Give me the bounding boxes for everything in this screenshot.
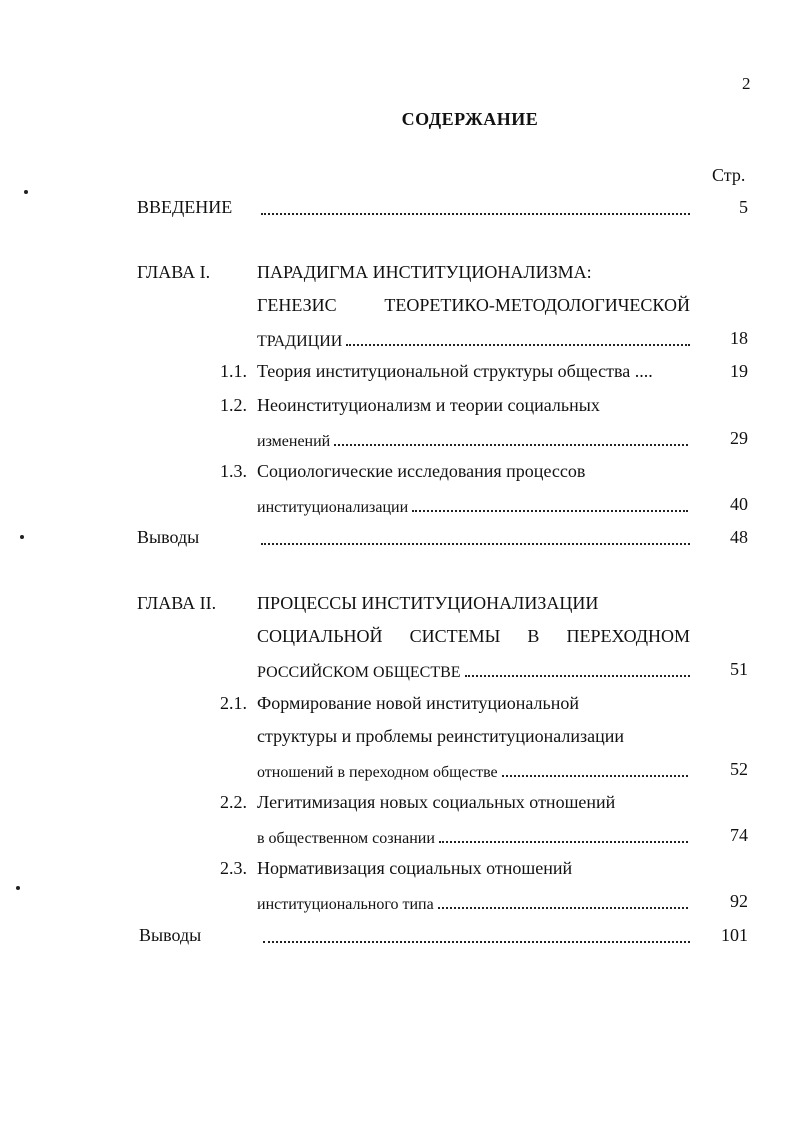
toc-ch2-word: СИСТЕМЫ bbox=[409, 626, 501, 646]
toc-page-conclusions-2: 101 bbox=[721, 925, 748, 945]
toc-num-1-2: 1.2. bbox=[220, 395, 247, 415]
toc-num-1-3: 1.3. bbox=[220, 461, 247, 481]
toc-s21-line3-text: отношений в переходном обществе bbox=[257, 764, 498, 781]
toc-ch1-word: ГЕНЕЗИС bbox=[257, 295, 337, 315]
toc-page-ch2: 51 bbox=[730, 659, 748, 679]
toc-s12-line2 bbox=[257, 427, 688, 451]
toc-page-conclusions-1: 48 bbox=[730, 527, 748, 547]
toc-page-s13: 40 bbox=[730, 494, 748, 514]
toc-ch1-line3-text: ТРАДИЦИИ bbox=[257, 333, 343, 350]
toc-ch1-line1: ПАРАДИГМА ИНСТИТУЦИОНАЛИЗМА: bbox=[257, 262, 592, 282]
toc-s22-line2-text: в общественном сознании bbox=[257, 830, 435, 847]
toc-ch1-line3 bbox=[257, 327, 690, 351]
toc-leader-intro bbox=[257, 196, 690, 220]
toc-label-conclusions-2: Выводы bbox=[139, 925, 202, 945]
toc-ch2-line3-text: РОССИЙСКОМ ОБЩЕСТВЕ bbox=[257, 664, 461, 681]
toc-ch2-word: ПЕРЕХОДНОМ bbox=[566, 626, 690, 646]
toc-s21-line1: Формирование новой институциональной bbox=[257, 693, 580, 713]
toc-label-intro: ВВЕДЕНИЕ bbox=[137, 197, 233, 217]
toc-label-ch2: ГЛАВА II. bbox=[137, 593, 217, 613]
toc-ch2-word: СОЦИАЛЬНОЙ bbox=[257, 626, 383, 646]
toc-label-conclusions-1: Выводы bbox=[137, 527, 200, 547]
toc-page-s12: 29 bbox=[730, 428, 748, 448]
toc-ch2-line3 bbox=[257, 658, 690, 682]
toc-page-s22: 74 bbox=[730, 825, 748, 845]
toc-s13-line2 bbox=[257, 493, 688, 517]
scan-speck bbox=[20, 535, 24, 539]
page-title: СОДЕРЖАНИЕ bbox=[401, 109, 539, 129]
toc-ch1-line2 bbox=[257, 294, 690, 316]
toc-s23-line2-text: институционального типа bbox=[257, 896, 434, 913]
toc-leader-conclusions-2 bbox=[259, 924, 690, 948]
toc-num-1-1: 1.1. bbox=[220, 361, 247, 381]
toc-ch2-line1: ПРОЦЕССЫ ИНСТИТУЦИОНАЛИЗАЦИИ bbox=[257, 593, 599, 613]
toc-s22-line2 bbox=[257, 824, 688, 848]
toc-s12-line1: Неоинституционализм и теории социальных bbox=[257, 395, 600, 415]
toc-ch2-word: В bbox=[527, 626, 540, 646]
toc-num-2-3: 2.3. bbox=[220, 858, 247, 878]
toc-page-intro: 5 bbox=[739, 197, 748, 217]
toc-label-ch1: ГЛАВА I. bbox=[137, 262, 211, 282]
toc-ch1-word: ТЕОРЕТИКО-МЕТОДОЛОГИЧЕСКОЙ bbox=[384, 295, 690, 315]
page-number: 2 bbox=[742, 74, 751, 93]
toc-s13-line1: Социологические исследования процессов bbox=[257, 461, 586, 481]
toc-s22-line1: Легитимизация новых социальных отношений bbox=[257, 792, 616, 812]
toc-num-2-2: 2.2. bbox=[220, 792, 247, 812]
page-column-label: Стр. bbox=[712, 165, 746, 185]
toc-s11-line1: Теория институциональной структуры общества .... bbox=[257, 361, 653, 381]
toc-s13-line2-text: институционализации bbox=[257, 499, 409, 516]
toc-page-s23: 92 bbox=[730, 891, 748, 911]
toc-s12-line2-text: изменений bbox=[257, 433, 331, 450]
scan-speck bbox=[16, 886, 20, 890]
toc-page-s11: 19 bbox=[730, 361, 748, 381]
toc-page-s21: 52 bbox=[730, 759, 748, 779]
toc-ch2-line2 bbox=[257, 625, 690, 647]
toc-s23-line2 bbox=[257, 890, 688, 914]
scan-speck bbox=[24, 190, 28, 194]
toc-s21-line3 bbox=[257, 758, 688, 782]
toc-page-ch1: 18 bbox=[730, 328, 748, 348]
toc-leader-conclusions-1 bbox=[257, 526, 690, 550]
toc-s21-line2: структуры и проблемы реинституционализации bbox=[257, 726, 625, 746]
toc-s23-line1: Нормативизация социальных отношений bbox=[257, 858, 573, 878]
toc-num-2-1: 2.1. bbox=[220, 693, 247, 713]
